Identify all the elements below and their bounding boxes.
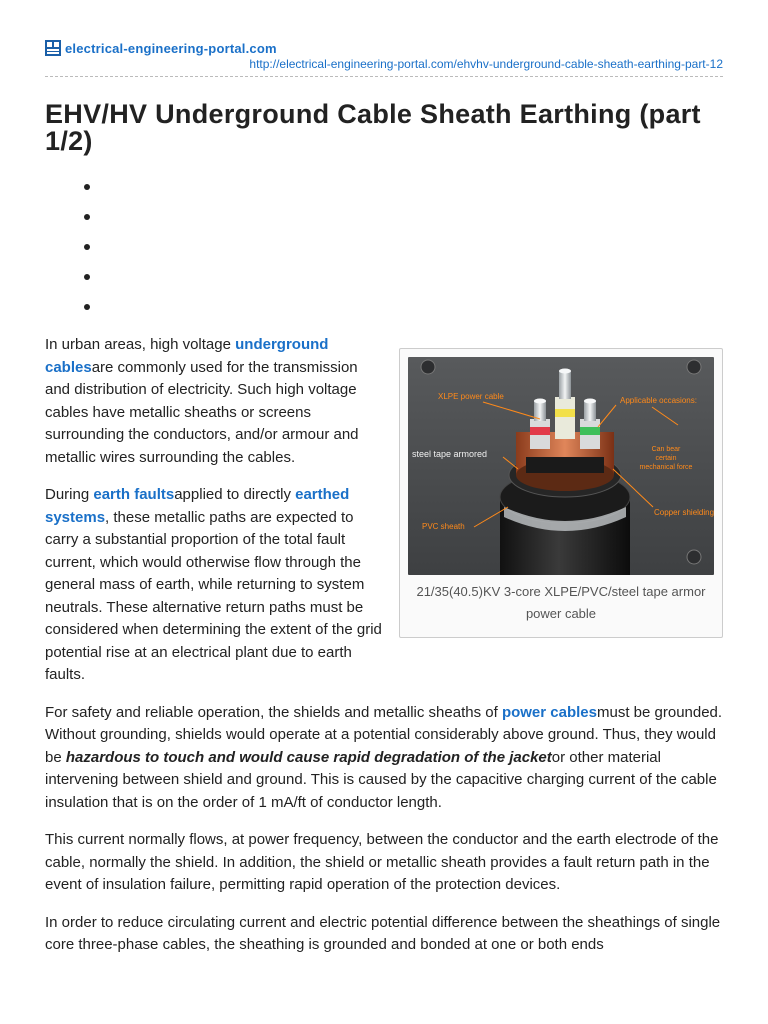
earthed-systems-link[interactable]: earthed systems (45, 486, 350, 526)
underground-cables-link[interactable]: underground cables (45, 336, 329, 376)
page-title: EHV/HV Underground Cable Sheath Earthing (part 1/2) (45, 99, 701, 156)
power-cables-link[interactable]: power cables (501, 703, 597, 721)
figure-caption: 21/35(40.5)KV 3-core XLPE/PVC/steel tape armor power cable (416, 584, 706, 621)
header-divider (45, 76, 723, 77)
site-logo-icon[interactable] (45, 40, 61, 56)
article-url-link[interactable]: http://electrical-engineering-portal.com/ehvhv-underground-cable-sheath-earthing-part-12 (249, 57, 723, 71)
paragraph-5: In order to reduce circulating current and electric potential difference between the sheathings of single core three-phase cables, the sheathing is grounded and bonded at one or both ends (45, 913, 721, 953)
paragraph-3 (45, 702, 723, 815)
text-run: or other material intervening between shield and ground. This is caused by the capacitive charging current of the cable insulation that is on the order of 1 mA/ft of conductor length. (45, 748, 717, 811)
article-body (45, 334, 723, 972)
photo-label-pvc: PVC sheath (422, 522, 465, 531)
photo-label-applicable: Applicable occasions: (620, 396, 697, 405)
paragraph-4: This current normally flows, at power frequency, between the conductor and the earth electrode of the cable, normally the shield. In addition, the shield or metallic sheath provides a fault return path in the event of insulation failure, permitting rapid operation of the protection devices. (45, 831, 719, 893)
photo-label-mech1: Can bear (651, 446, 681, 453)
cable-photo (408, 357, 714, 575)
text-run: must be grounded. Without grounding, shields would operate at a potential considerably above ground. Thus, they would be (45, 703, 723, 766)
photo-label-mech2: certain (655, 455, 677, 462)
emphasized-text: hazardous to touch and would cause rapid degradation of the jacket (65, 748, 552, 766)
photo-label-copper: Copper shielding (654, 508, 714, 517)
earth-faults-link[interactable]: earth faults (93, 486, 175, 503)
site-header (45, 40, 723, 71)
photo-label-xlpe: XLPE power cable (438, 392, 504, 401)
photo-label-mech3: mechanical force (639, 464, 693, 471)
text-run: , these metallic paths are expected to carry a substantial proportion of the total fault current, which would otherwise flow through the general mass of earth, while returning to system neutrals. These alternative return paths must be considered when determining the extent of the grid potential rise at an electrical plant due to earth faults. (45, 508, 382, 683)
text-run: applied to directly (174, 486, 296, 503)
cable-photo-svg (408, 357, 714, 575)
text-run: During (45, 486, 94, 503)
photo-label-steel: steel tape armored (412, 449, 488, 459)
cable-figure (399, 348, 723, 638)
site-name-link[interactable]: electrical-engineering-portal.com (65, 40, 277, 56)
text-run: In urban areas, high voltage (45, 336, 236, 353)
text-run: are commonly used for the transmission and distribution of electricity. Such high voltage cables have metallic sheaths or screens surrounding the conductors, and/or armour and metallic wires surrounding the cables. (45, 358, 359, 466)
text-run: For safety and reliable operation, the shields and metallic sheaths of (45, 703, 502, 721)
